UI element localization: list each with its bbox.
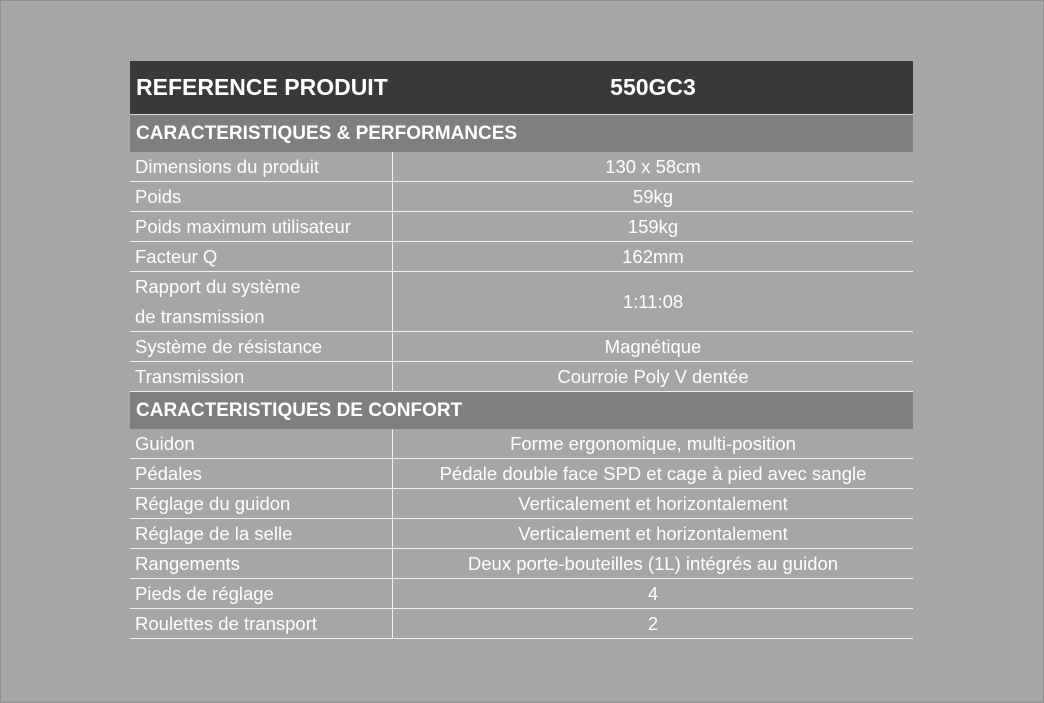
row-label: Poids	[130, 182, 393, 211]
row-label: Facteur Q	[130, 242, 393, 271]
row-label: Réglage du guidon	[130, 489, 393, 518]
section-header-performances: CARACTERISTIQUES & PERFORMANCES	[130, 115, 913, 152]
row-value: Courroie Poly V dentée	[557, 365, 749, 387]
row-label: Réglage de la selle	[130, 519, 393, 548]
table-row	[130, 332, 913, 362]
row-value: 159kg	[627, 215, 679, 237]
row-value: 130 x 58cm	[605, 155, 701, 177]
row-value: 2	[647, 612, 659, 634]
row-value: Verticalement et horizontalement	[518, 522, 788, 544]
row-value: Pédale double face SPD et cage à pied avec sangle	[439, 462, 867, 484]
row-value: 59kg	[632, 185, 674, 207]
row-label: Pieds de réglage	[130, 579, 393, 608]
reference-header	[130, 61, 913, 115]
table-row	[130, 549, 913, 579]
section-header-confort: CARACTERISTIQUES DE CONFORT	[130, 392, 913, 429]
table-row	[130, 152, 913, 182]
row-value: 1:11:08	[622, 290, 684, 312]
row-label: Pédales	[130, 459, 393, 488]
table-row	[130, 519, 913, 549]
table-row	[130, 362, 913, 392]
table-row	[130, 182, 913, 212]
row-label: Transmission	[130, 362, 393, 391]
row-value: Magnétique	[604, 335, 702, 357]
row-value: Forme ergonomique, multi-position	[510, 432, 796, 454]
table-row	[130, 609, 913, 639]
table-row	[130, 489, 913, 519]
row-label: Roulettes de transport	[130, 609, 393, 638]
row-label: Poids maximum utilisateur	[130, 212, 393, 241]
row-value: 162mm	[622, 245, 684, 267]
row-label: Rapport du système de transmission	[130, 272, 393, 331]
table-row	[130, 579, 913, 609]
spec-table	[130, 61, 913, 639]
row-value: Deux porte-bouteilles (1L) intégrés au guidon	[467, 552, 839, 574]
row-label: Guidon	[130, 429, 393, 458]
row-label: Système de résistance	[130, 332, 393, 361]
reference-value: 550GC3	[610, 74, 696, 100]
reference-label: REFERENCE PRODUIT	[136, 74, 388, 100]
table-row	[130, 242, 913, 272]
table-row	[130, 459, 913, 489]
row-value: Verticalement et horizontalement	[518, 492, 788, 514]
table-row	[130, 272, 913, 332]
row-label: Dimensions du produit	[130, 152, 393, 181]
row-value: 4	[647, 582, 659, 604]
table-row	[130, 212, 913, 242]
row-label: Rangements	[130, 549, 393, 578]
table-row	[130, 429, 913, 459]
